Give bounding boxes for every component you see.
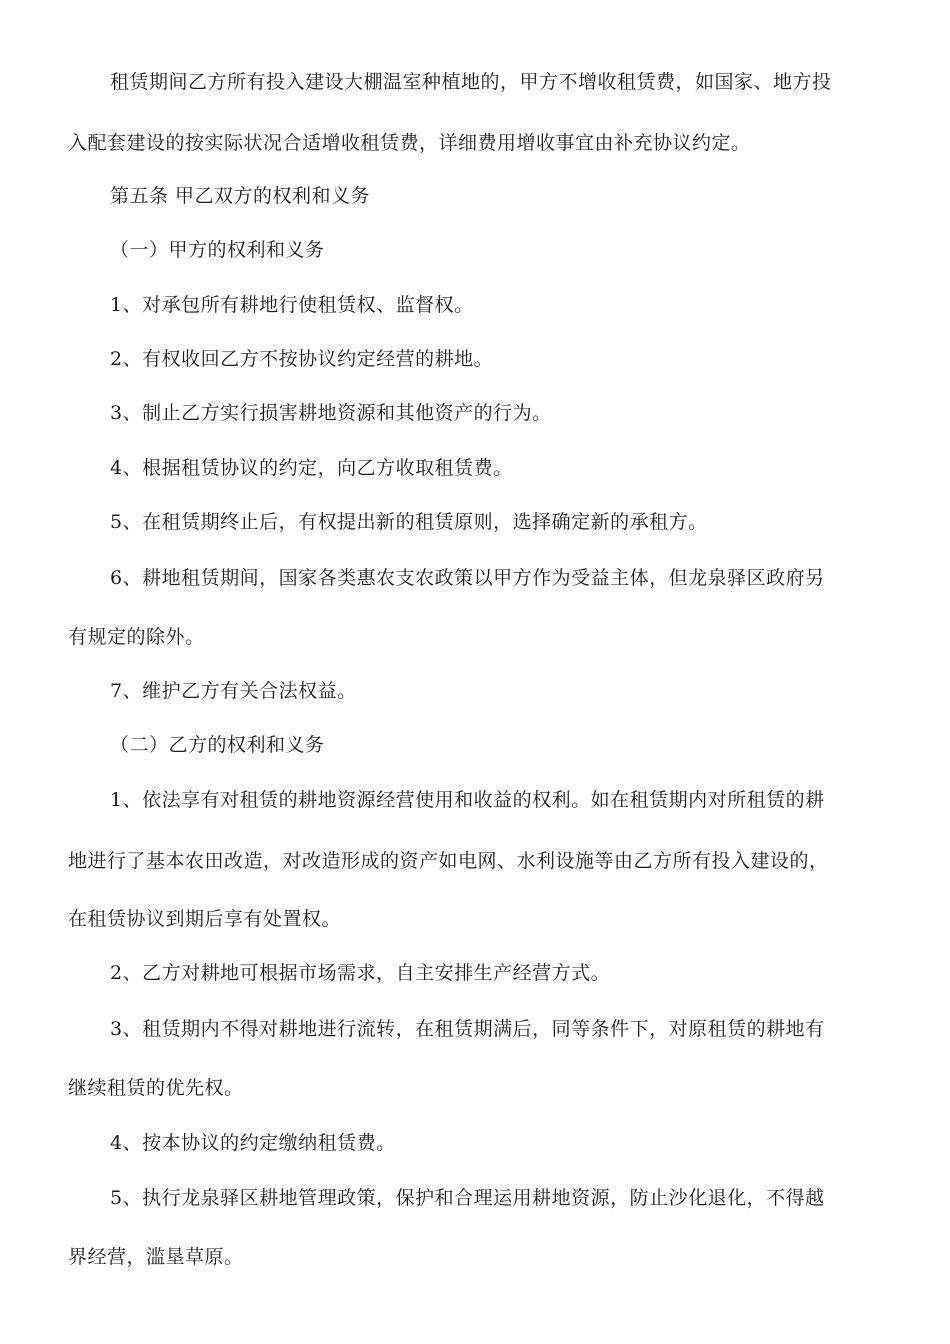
list-item: 5、在租赁期终止后，有权提出新的租赁原则，选择确定新的承租方。 <box>110 511 708 533</box>
list-item-continuation: 地进行了基本农田改造，对改造形成的资产如电网、水利设施等由乙方所有投入建设的， <box>68 850 829 872</box>
list-item: 3、制止乙方实行损害耕地资源和其他资产的行为。 <box>110 402 552 424</box>
list-item-continuation: 在租赁协议到期后享有处置权。 <box>68 908 342 930</box>
list-item: 3、租赁期内不得对耕地进行流转，在租赁期满后，同等条件下，对原租赁的耕地有 <box>110 1018 825 1040</box>
list-item: 5、执行龙泉驿区耕地管理政策，保护和合理运用耕地资源，防止沙化退化，不得越 <box>110 1187 825 1209</box>
list-item-continuation: 有规定的除外。 <box>68 626 205 648</box>
list-item: 1、对承包所有耕地行使租赁权、监督权。 <box>110 294 474 316</box>
list-item-continuation: 继续租赁的优先权。 <box>68 1077 244 1099</box>
list-item-continuation: 界经营，滥垦草原。 <box>68 1246 244 1268</box>
article-heading: 第五条 甲乙双方的权利和义务 <box>110 185 371 207</box>
list-item: 6、耕地租赁期间，国家各类惠农支农政策以甲方作为受益主体，但龙泉驿区政府另 <box>110 567 825 589</box>
section-heading: （一）甲方的权利和义务 <box>110 239 325 261</box>
list-item: 2、有权收回乙方不按协议约定经营的耕地。 <box>110 348 494 370</box>
list-item: 4、根据租赁协议的约定，向乙方收取租赁费。 <box>110 457 513 479</box>
paragraph-line: 入配套建设的按实际状况合适增收租赁费，详细费用增收事宜由补充协议约定。 <box>68 132 751 154</box>
list-item: 1、依法享有对租赁的耕地资源经营使用和收益的权利。如在租赁期内对所租赁的耕 <box>110 789 825 811</box>
list-item: 2、乙方对耕地可根据市场需求，自主安排生产经营方式。 <box>110 962 611 984</box>
paragraph-line: 租赁期间乙方所有投入建设大棚温室种植地的，甲方不增收租赁费，如国家、地方投 <box>110 71 832 93</box>
list-item: 4、按本协议的约定缴纳租赁费。 <box>110 1132 396 1154</box>
section-heading: （二）乙方的权利和义务 <box>110 734 325 756</box>
list-item: 7、维护乙方有关合法权益。 <box>110 680 357 702</box>
